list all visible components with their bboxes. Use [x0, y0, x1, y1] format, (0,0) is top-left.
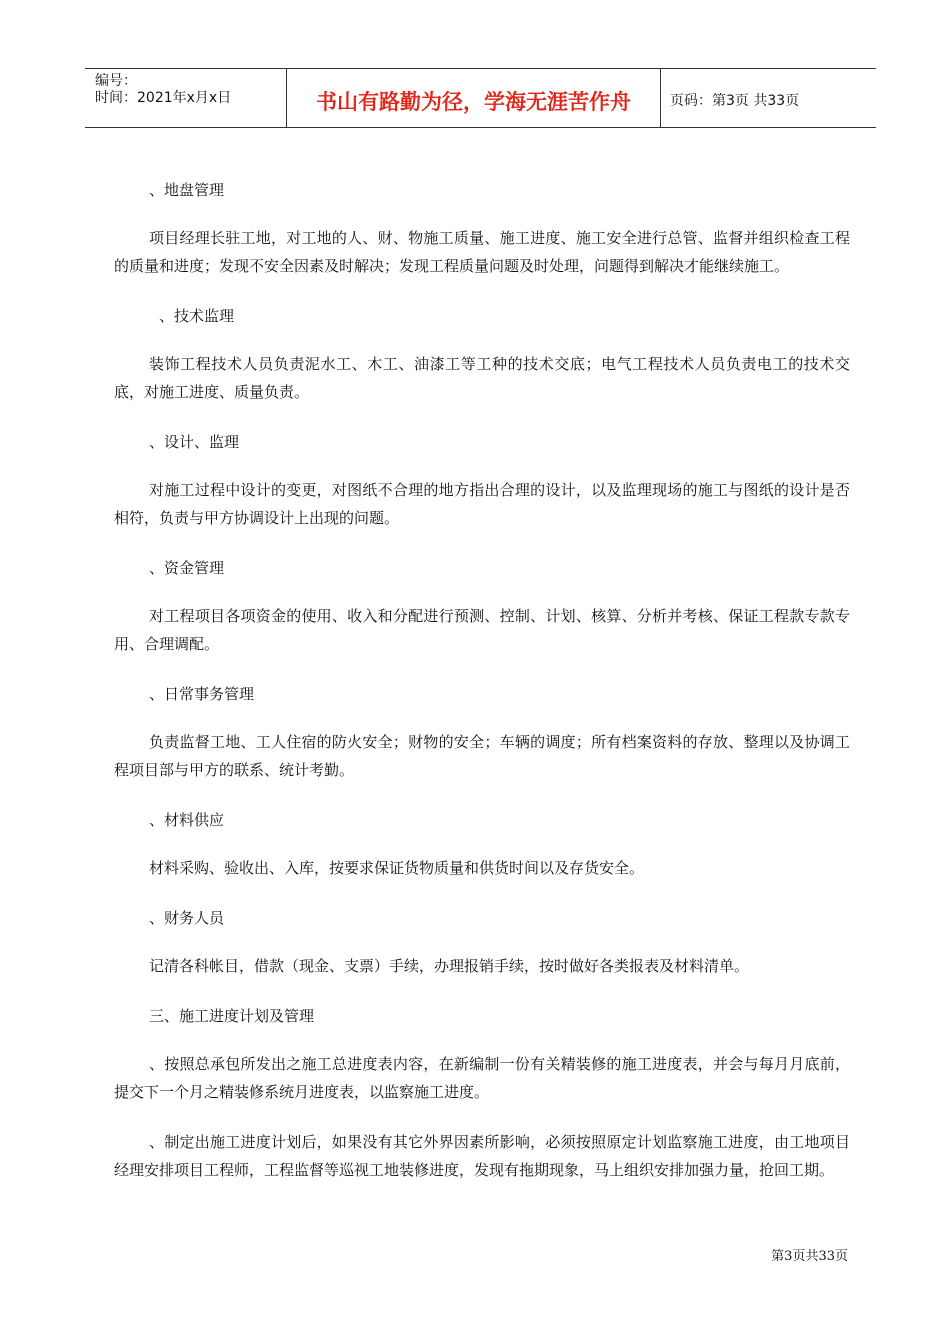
section-heading: 、财务人员 [149, 909, 225, 927]
paragraph: 记清各科帐目，借款（现金、支票）手续，办理报销手续，按时做好各类报表及材料清单。 [149, 957, 750, 975]
date-label: 时间：2021年x月x日 [95, 90, 232, 106]
section-heading: 、技术监理 [159, 307, 235, 325]
section-heading: 、资金管理 [149, 559, 225, 577]
section-heading: 、设计、监理 [149, 433, 240, 451]
serial-number-label: 编号： [95, 73, 137, 89]
paragraph: 项目经理长驻工地，对工地的人、财、物施工质量、施工进度、施工安全进行总管、监督并组织检查工程的质量和进度；发现不安全因素及时解决；发现工程质量问题及时处理，问题得到解决才能继续施工。 [114, 229, 850, 275]
page-header [85, 68, 876, 128]
page-footer: 第3页共33页 [771, 1249, 848, 1264]
section-heading: 、材料供应 [149, 811, 225, 829]
paragraph: 装饰工程技术人员负责泥水工、木工、油漆工等工种的技术交底；电气工程技术人员负责电工的技术交底，对施工进度、质量负责。 [114, 355, 850, 401]
section-heading: 、地盘管理 [149, 181, 225, 199]
paragraph: 对施工过程中设计的变更，对图纸不合理的地方指出合理的设计，以及监理现场的施工与图纸的设计是否相符，负责与甲方协调设计上出现的问题。 [114, 481, 850, 527]
paragraph: 、按照总承包所发出之施工总进度表内容，在新编制一份有关精装修的施工进度表，并会与每月月底前，提交下一个月之精装修系统月进度表，以监察施工进度。 [114, 1055, 850, 1101]
paragraph: 负责监督工地、工人住宿的防火安全；财物的安全；车辆的调度；所有档案资料的存放、整理以及协调工程项目部与甲方的联系、统计考勤。 [114, 733, 850, 779]
header-motto: 书山有路勤为径，学海无涯苦作舟 [287, 69, 661, 127]
paragraph: 材料采购、验收出、入库，按要求保证货物质量和供货时间以及存货安全。 [149, 859, 645, 877]
header-meta [85, 69, 287, 127]
paragraph: 对工程项目各项资金的使用、收入和分配进行预测、控制、计划、核算、分析并考核、保证工程款专款专用、合理调配。 [114, 607, 850, 653]
paragraph: 、制定出施工进度计划后，如果没有其它外界因素所影响，必须按照原定计划监察施工进度，由工地项目经理安排项目工程师，工程监督等巡视工地装修进度，发现有拖期现象，马上组织安排加强力量，抢回工期。 [114, 1133, 850, 1179]
section-heading: 三、施工进度计划及管理 [149, 1007, 315, 1025]
header-page-info: 页码：第3页 共33页 [670, 93, 800, 109]
section-heading: 、日常事务管理 [149, 685, 255, 703]
document-body [114, 176, 850, 1206]
